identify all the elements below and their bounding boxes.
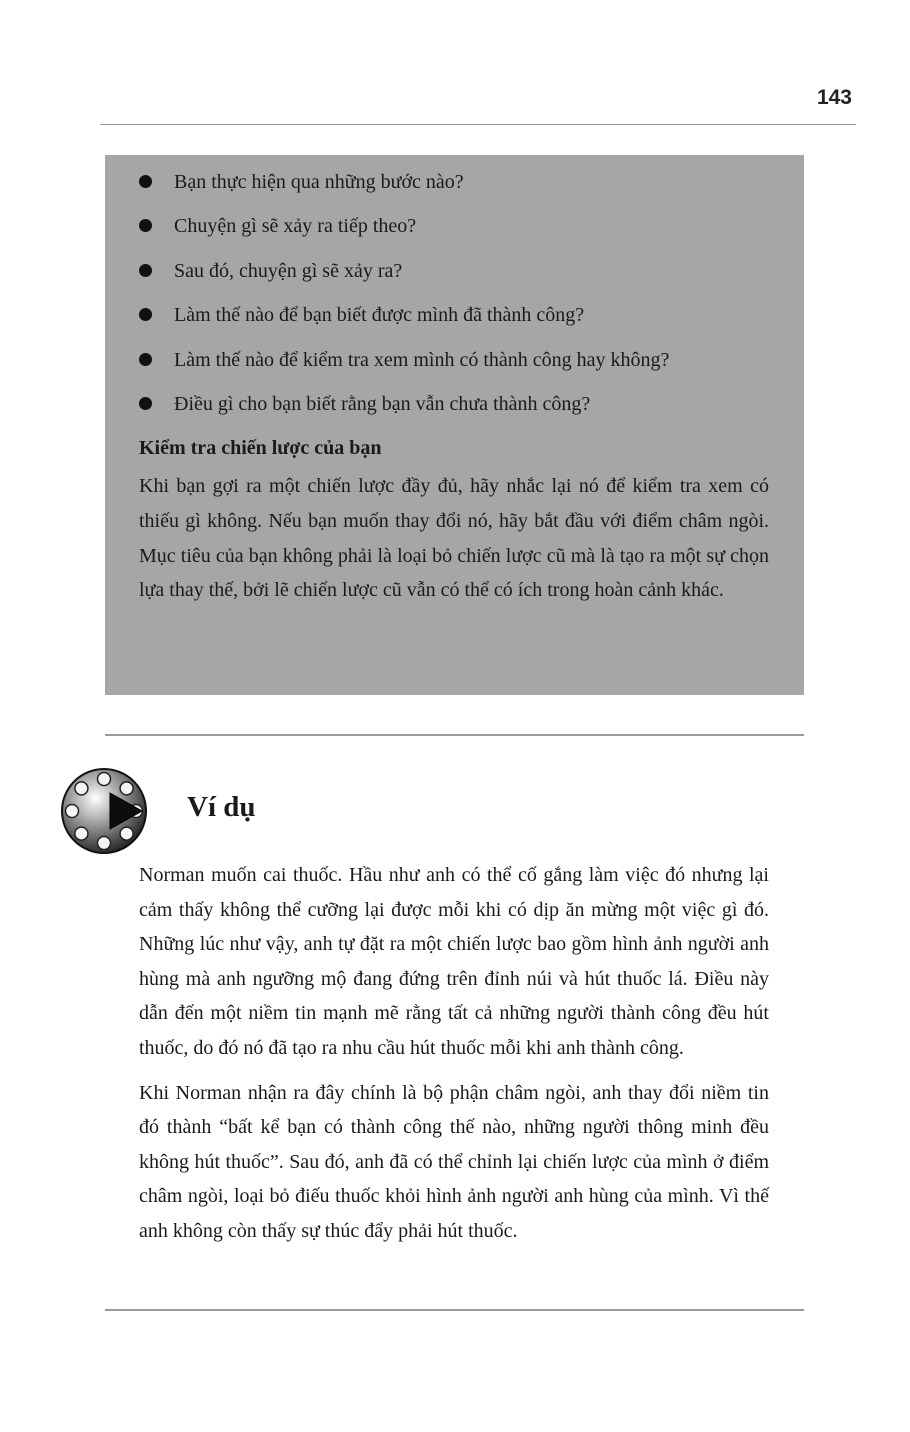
example-body [139,858,769,1249]
list-item [139,391,769,417]
list-item-text: Bạn thực hiện qua những bước nào? [174,171,464,193]
example-paragraph: Norman muốn cai thuốc. Hầu như anh có thể cố gắng làm việc đó nhưng lại cảm thấy không thể cưỡng lại được mỗi khi có dịp ăn mừng một việc gì đó. Những lúc như vậy, anh tự đặt ra một chiến lược bao gồm hình ảnh người anh hùng mà anh ngưỡng mộ đang đứng trên đỉnh núi và hút thuốc lá. Điều này dẫn đến một niềm tin mạnh mẽ rằng tất cả những người thành công đều hút thuốc, do đó nó đã tạo ra nhu cầu hút thuốc mỗi khi anh thành công. [139,864,769,1059]
example-title: Ví dụ [187,791,256,823]
section-divider-bottom [105,1309,804,1311]
list-item-text: Điều gì cho bạn biết rằng bạn vẫn chưa thành công? [174,392,591,415]
question-list [139,169,769,417]
strategy-questions-box [105,155,804,695]
bullet-icon [139,308,152,321]
bullet-icon [139,353,152,366]
list-item-text: Làm thế nào để bạn biết được mình đã thành công? [174,304,585,327]
box-heading: Kiểm tra chiến lược của bạn [139,437,382,460]
box-paragraph: Khi bạn gợi ra một chiến lược đầy đủ, hãy nhắc lại nó để kiểm tra xem có thiếu gì không. Nếu bạn muốn thay đổi nó, hãy bắt đầu với điểm châm ngòi. Mục tiêu của bạn không phải là loại bỏ chiến lược cũ mà là tạo ra một sự chọn lựa thay thế, bởi lẽ chiến lược cũ vẫn có thể có ích trong hoàn cảnh khác. [139,475,769,602]
list-item [139,213,769,239]
example-paragraph: Khi Norman nhận ra đây chính là bộ phận châm ngòi, anh thay đổi niềm tin đó thành “bất kể bạn có thành công thế nào, những người thông minh đều không hút thuốc”. Sau đó, anh đã có thể chỉnh lại chiến lược của mình ở điểm châm ngòi, loại bỏ điếu thuốc khỏi hình ảnh người anh hùng của mình. Vì thế anh không còn thấy sự thúc đẩy phải hút thuốc. [139,1081,769,1242]
list-item-text: Chuyện gì sẽ xảy ra tiếp theo? [174,215,417,238]
list-item [139,347,769,373]
section-divider-top [105,734,804,736]
header-rule [100,124,856,125]
list-item [139,302,769,328]
list-item [139,258,769,284]
bullet-icon [139,175,152,188]
list-item-text: Sau đó, chuyện gì sẽ xảy ra? [174,259,403,282]
bullet-icon [139,219,152,232]
list-item [139,169,769,195]
list-item-text: Làm thế nào để kiểm tra xem mình có thành công hay không? [174,348,670,371]
bullet-icon [139,397,152,410]
bullet-icon [139,264,152,277]
film-reel-play-icon [60,767,148,855]
page-number: 143 [816,86,852,109]
